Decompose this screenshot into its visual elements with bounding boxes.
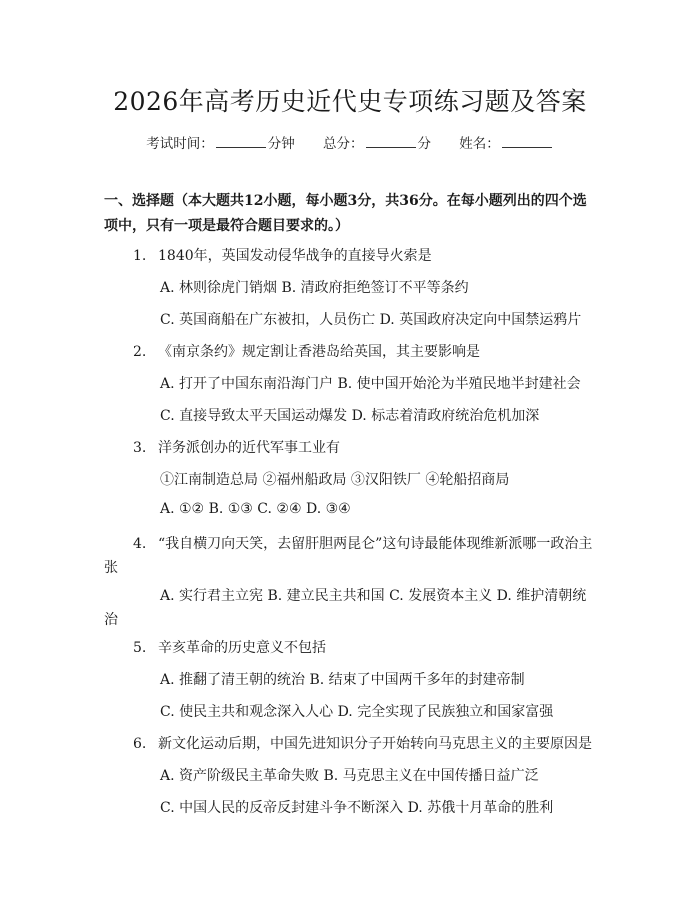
question-2-options-c-d: C. 直接导致太平天国运动爆发 D. 标志着清政府统治危机加深 [160, 408, 540, 424]
question-5 [133, 637, 326, 657]
time-label: 考试时间： [146, 136, 214, 152]
name-blank [502, 135, 552, 148]
question-6 [133, 733, 592, 753]
question-1-options-a-b: A. 林则徐虎门销烟 B. 清政府拒绝签订不平等条约 [160, 280, 469, 296]
question-1-options-c-d: C. 英国商船在广东被扣，人员伤亡 D. 英国政府决定向中国禁运鸦片 [160, 312, 582, 328]
total-score [323, 136, 431, 152]
question-number: 1. [133, 248, 147, 264]
question-number: 5. [133, 640, 147, 656]
question-stem: 新文化运动后期，中国先进知识分子开始转向马克思主义的主要原因是 [158, 736, 592, 752]
student-name [459, 136, 554, 152]
question-6-options-a-b: A. 资产阶级民主革命失败 B. 马克思主义在中国传播日益广泛 [160, 768, 539, 784]
page-title: 2026年高考历史近代史专项练习题及答案 [113, 87, 587, 116]
question-3 [133, 437, 340, 457]
question-stem: “我自横刀向天笑，去留肝胆两昆仑”这句诗最能体现维新派哪一政治主 [158, 536, 593, 552]
name-label: 姓名： [459, 136, 500, 152]
exam-time [146, 136, 295, 152]
time-blank [216, 135, 266, 148]
score-label: 总分： [323, 136, 364, 152]
section-heading: 一、选择题（本大题共12小题，每小题3分，共36分。在每小题列出的四个选项中，只有一项是最符合题目要求的。） [104, 193, 587, 234]
question-4-stem-continued: 张 [104, 560, 118, 576]
question-number: 4. [133, 536, 147, 552]
question-5-options-a-b: A. 推翻了清王朝的统治 B. 结束了中国两千多年的封建帝制 [160, 672, 525, 688]
exam-meta [0, 132, 700, 152]
question-4 [133, 533, 592, 553]
question-stem: 《南京条约》规定割让香港岛给英国，其主要影响是 [158, 344, 480, 360]
question-3-statements: ①江南制造总局 ②福州船政局 ③汉阳铁厂 ④轮船招商局 [160, 472, 510, 488]
score-blank [366, 135, 416, 148]
question-number: 3. [133, 440, 147, 456]
question-4-options-continued: 治 [104, 612, 118, 628]
question-6-options-c-d: C. 中国人民的反帝反封建斗争不断深入 D. 苏俄十月革命的胜利 [160, 800, 554, 816]
question-number: 2. [133, 344, 147, 360]
time-unit: 分钟 [267, 136, 295, 152]
question-4-options: A. 实行君主立宪 B. 建立民主共和国 C. 发展资本主义 D. 维护清朝统 [160, 588, 587, 604]
question-stem: 辛亥革命的历史意义不包括 [158, 640, 326, 656]
question-5-options-c-d: C. 使民主共和观念深入人心 D. 完全实现了民族独立和国家富强 [160, 704, 554, 720]
question-1 [133, 245, 432, 265]
question-stem: 洋务派创办的近代军事工业有 [158, 440, 340, 456]
question-2 [133, 341, 480, 361]
score-unit: 分 [417, 136, 431, 152]
question-stem: 1840年，英国发动侵华战争的直接导火索是 [158, 248, 432, 264]
question-number: 6. [133, 736, 147, 752]
question-3-options: A. ①② B. ①③ C. ②④ D. ③④ [160, 501, 351, 517]
question-2-options-a-b: A. 打开了中国东南沿海门户 B. 使中国开始沦为半殖民地半封建社会 [160, 376, 581, 392]
